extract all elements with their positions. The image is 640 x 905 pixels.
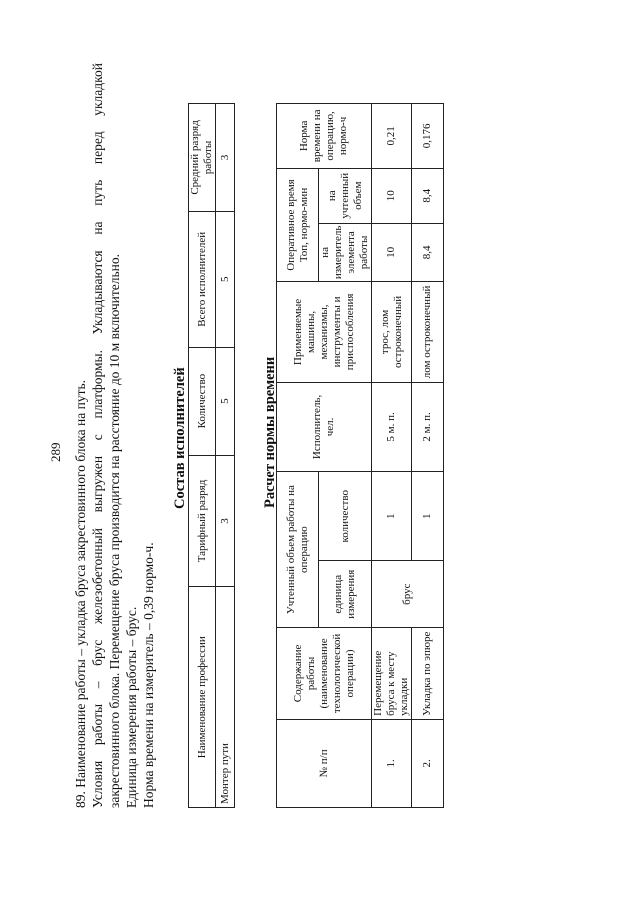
- staff-header-count: Количество: [189, 347, 216, 455]
- norm-header-volume: Учтенный объем работы на операцию: [277, 472, 319, 628]
- staff-header-grade: Тарифный разряд: [189, 455, 216, 587]
- staff-row: [216, 104, 235, 808]
- row-per-volume: 8,4: [412, 168, 444, 223]
- norm-header-per-volume: на учтенный объем: [319, 168, 372, 223]
- norm-row-2: [412, 104, 444, 808]
- row-unit: брус: [372, 561, 444, 628]
- staff-header-avg-grade: Средний разряд работы: [189, 104, 216, 212]
- norm-header-unit: единица измерения: [319, 561, 372, 628]
- measure-unit-line: Единица измерения работы – брус.: [124, 606, 139, 808]
- work-conditions-line-2: закрестовинного блока. Перемещение бруса производится на расстояние до 10 м включительно.: [107, 254, 122, 808]
- norm-header-norm: Норма времени на операцию, нормо-ч: [277, 104, 372, 169]
- work-description: [72, 63, 157, 808]
- row-machines: лом остроконечный: [412, 282, 444, 383]
- row-machines: трос, лом остроконечный: [372, 282, 412, 383]
- staff-table: [188, 103, 235, 808]
- page-number: 289: [48, 442, 63, 462]
- staff-header-total: Всего исполнителей: [189, 211, 216, 347]
- staff-total: 5: [216, 211, 235, 347]
- norm-header-executor: Исполнитель, чел.: [277, 382, 372, 471]
- row-qty: 1: [412, 472, 444, 561]
- staff-avg-grade: 3: [216, 104, 235, 212]
- norm-calculation-table: [276, 103, 444, 808]
- norm-row-1: [372, 104, 412, 808]
- staff-header-row: [189, 104, 216, 808]
- norm-header-optime: Оперативное время Топ, нормо-мин: [277, 168, 319, 281]
- row-num: 2.: [412, 719, 444, 807]
- row-num: 1.: [372, 719, 412, 807]
- norm-header-row-1: [277, 104, 319, 808]
- row-executor: 2 м. п.: [412, 382, 444, 471]
- norm-section-title: Расчет нормы времени: [262, 356, 278, 508]
- row-qty: 1: [372, 472, 412, 561]
- row-per-unit: 8,4: [412, 223, 444, 282]
- norm-header-content: Содержание работы (наименование технологической операции): [277, 628, 372, 720]
- staff-header-profession: Наименование профессии: [189, 587, 216, 808]
- norm-header-machines: Применяемые машины, механизмы, инструменты и приспособления: [277, 282, 372, 383]
- norm-header-qty: количество: [319, 472, 372, 561]
- row-per-unit: 10: [372, 223, 412, 282]
- row-norm: 0,176: [412, 104, 444, 169]
- norm-header-per-unit: на измеритель элемента работы: [319, 223, 372, 282]
- work-title-line: 89. Наименование работы – укладка бруса закрестовинного блока на путь.: [73, 379, 88, 808]
- row-executor: 5 м. п.: [372, 382, 412, 471]
- work-conditions-line: Условия работы – брус железобетонный выгружен с платформы. Укладываются на путь перед укладкой: [90, 63, 105, 808]
- time-norm-line: Норма времени на измеритель – 0,39 нормо-ч.: [141, 542, 156, 808]
- staff-grade: 3: [216, 455, 235, 587]
- row-per-volume: 10: [372, 168, 412, 223]
- norm-header-num: № п/п: [277, 719, 372, 807]
- staff-section-title: Состав исполнителей: [172, 367, 188, 509]
- staff-count: 5: [216, 347, 235, 455]
- row-content: Укладка по эпюре: [412, 628, 444, 720]
- staff-profession: Монтер пути: [216, 587, 235, 808]
- row-content: Перемещение бруса к месту укладки: [372, 628, 412, 720]
- row-norm: 0,21: [372, 104, 412, 169]
